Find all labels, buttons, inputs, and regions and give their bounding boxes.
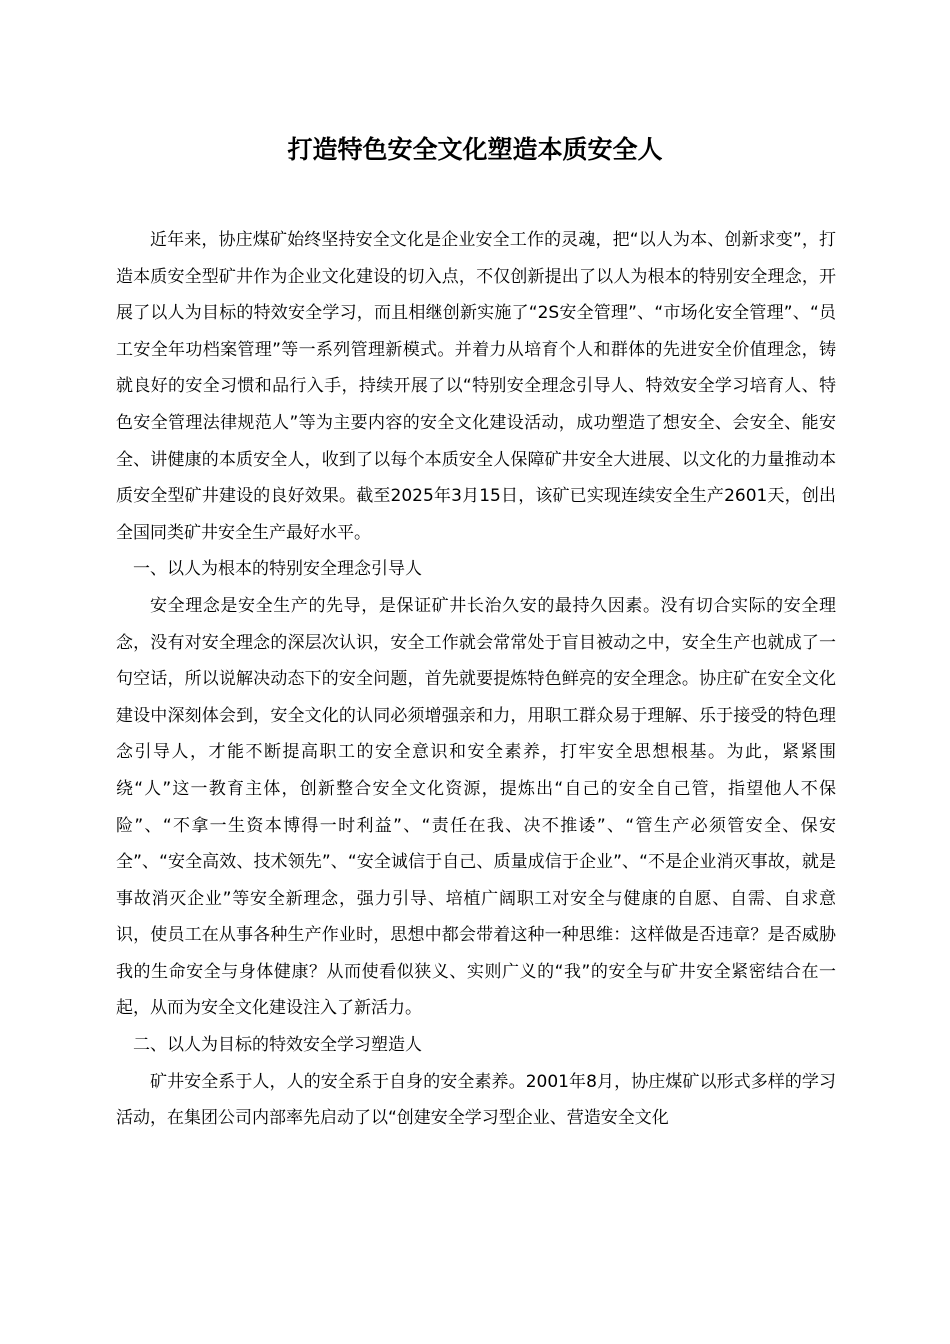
document-title: 打造特色安全文化塑造本质安全人 bbox=[287, 135, 663, 164]
body-paragraph-2: 安全理念是安全生产的先导，是保证矿井长治久安的最持久因素。没有切合实际的安全理念，没有对安全理念的深层次认识，安全工作就会常常处于盲目被动之中，安全生产也就成了一句空话，所以说解决动态下的安全问题，首先就要提炼特色鲜亮的安全理念。协庄矿在安全文化建设中深刻体会到，安全文化的认同必须增强亲和力，用职工群众易于理解、乐于接受的特色理念引导人，才能不断提高职工的安全意识和安全素养，打牢安全思想根基。为此，紧紧围绕“人”这一教育主体，创新整合安全文化资源，提炼出“自己的安全自己管，指望他人不保险”、“不拿一生资本博得一时利益”、“责任在我、决不推诿”、“管生产必须管安全、保安全”、“安全高效、技术领先”、“安全诚信于自己、质量成信于企业”、“不是企业消灭事故，就是事故消灭企业”等安全新理念，强力引导、培植广阔职工对安全与健康的自愿、自需、自求意识，使员工在从事各种生产作业时，思想中都会带着这种一种思维：这样做是否违章？是否威胁我的生命安全与身体健康？从而使看似狭义、实则广义的“我”的安全与矿井安全紧密结合在一起，从而为安全文化建设注入了新活力。 bbox=[116, 595, 836, 1019]
document-body bbox=[116, 222, 836, 1137]
section-heading-1: 一、以人为根本的特别安全理念引导人 bbox=[133, 559, 422, 580]
section-heading-2: 二、以人为目标的特效安全学习塑造人 bbox=[133, 1035, 422, 1056]
body-paragraph-3: 矿井安全系于人，人的安全系于自身的安全素养。2001年8月，协庄煤矿以形式多样的学习活动，在集团公司内部率先启动了以“创建安全学习型企业、营造安全文化 bbox=[116, 1071, 836, 1129]
body-paragraph-1: 近年来，协庄煤矿始终坚持安全文化是企业安全工作的灵魂，把“以人为本、创新求变”，打造本质安全型矿井作为企业文化建设的切入点，不仅创新提出了以人为根本的特别安全理念，开展了以人为目标的特效安全学习，而且相继创新实施了“2S安全管理”、“市场化安全管理”、“员工安全年功档案管理”等一系列管理新模式。并着力从培育个人和群体的先进安全价值理念，铸就良好的安全习惯和品行入手，持续开展了以“特别安全理念引导人、特效安全学习培育人、特色安全管理法律规范人”等为主要内容的安全文化建设活动，成功塑造了想安全、会安全、能安全、讲健康的本质安全人，收到了以每个本质安全人保障矿井安全大进展、以文化的力量推动本质安全型矿井建设的良好效果。截至2025年3月15日，该矿已实现连续安全生产2601天，创出全国同类矿井安全生产最好水平。 bbox=[116, 230, 836, 543]
